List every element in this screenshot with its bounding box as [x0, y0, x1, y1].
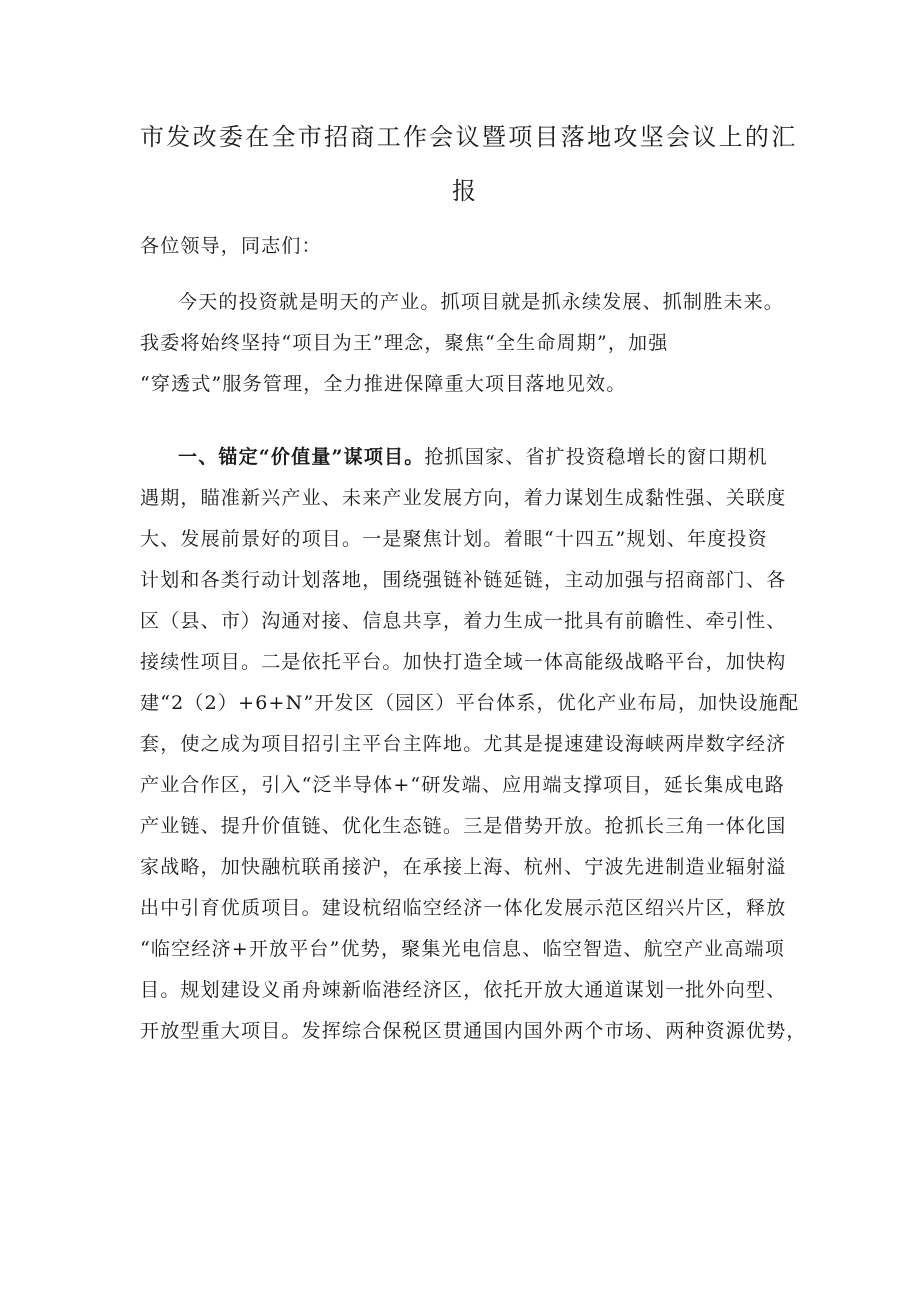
section-1-line: 区（县、市）沟通对接、信息共享，着力生成一批具有前瞻性、牵引性、 — [140, 610, 787, 632]
intro-line: 今天的投资就是明天的产业。抓项目就是抓永续发展、抓制胜未来。 — [178, 291, 785, 313]
intro-line: “穿透式”服务管理，全力推进保障重大项目落地见效。 — [140, 373, 627, 395]
greeting-text: 各位领导，同志们： — [140, 235, 322, 257]
intro-paragraph — [140, 282, 790, 405]
section-1-first-line — [140, 437, 790, 478]
section-1-line: 套，使之成为项目招引主平台主阵地。尤其是提速建设海峡两岸数字经济 — [140, 733, 787, 755]
section-1-line: 目。规划建设义甬舟竦新临港经济区，依托开放大通道谋划一批外向型、 — [140, 979, 787, 1001]
document-title-line-2: 报 — [452, 177, 476, 205]
greeting-paragraph — [140, 226, 790, 267]
section-1-heading: 一、锚定“价值量”谋项目。 — [178, 446, 425, 468]
section-1-line: “临空经济+开放平台”优势，聚集光电信息、临空智造、航空产业高端项 — [140, 938, 785, 960]
intro-line: 我委将始终坚持“项目为王”理念，聚焦“全生命周期”，加强 — [140, 332, 669, 354]
section-1-line: 计划和各类行动计划落地，围绕强链补链延链，主动加强与招商部门、各 — [140, 569, 787, 591]
section-1-line: 开放型重大项目。发挥综合保税区贯通国内国外两个市场、两种资源优势， — [140, 1020, 807, 1042]
section-1-line: 产业链、提升价值链、优化生态链。三是借势开放。抢抓长三角一体化国 — [140, 815, 787, 837]
section-1-line: 大、发展前景好的项目。一是聚焦计划。着眼“十四五”规划、年度投资 — [140, 528, 768, 550]
section-1-line: 接续性项目。二是依托平台。加快打造全域一体高能级战略平台，加快构 — [140, 651, 787, 673]
section-1-first-line-text: 抢抓国家、省扩投资稳增长的窗口期机 — [424, 446, 768, 468]
section-1-line: 家战略，加快融杭联甬接沪，在承接上海、杭州、宁波先进制造业辐射溢 — [140, 856, 787, 878]
document-title-line-1: 市发改委在全市招商工作会议暨项目落地攻坚会议上的汇 — [140, 123, 798, 151]
section-1-paragraph — [140, 437, 807, 1052]
section-1-line: 遇期，瞄准新兴产业、未来产业发展方向，着力谋划生成黏性强、关联度 — [140, 487, 787, 509]
section-1-line: 产业合作区，引入“泛半导体+“研发端、应用端支撑项目，延长集成电路 — [140, 774, 785, 796]
section-1-line: 建“2（2）+6+N”开发区（园区）平台体系，优化产业布局，加快设施配 — [140, 692, 800, 714]
section-1-line: 出中引育优质项目。建设杭绍临空经济一体化发展示范区绍兴片区，释放 — [140, 897, 787, 919]
